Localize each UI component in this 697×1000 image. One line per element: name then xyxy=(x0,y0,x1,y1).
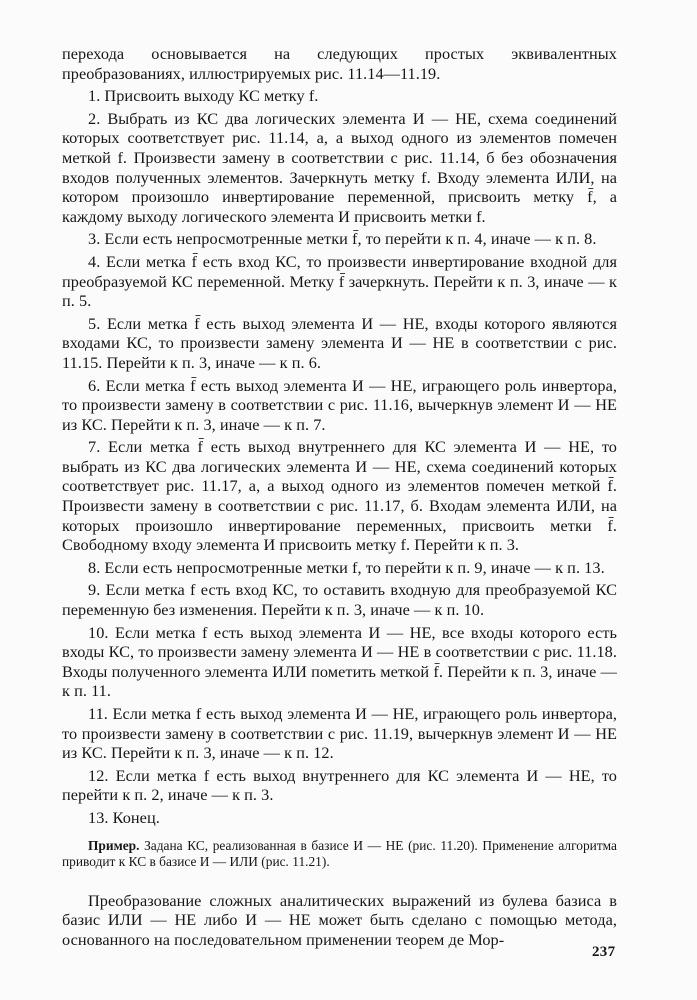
algorithm-step-5: 5. Если метка f̄ есть выход элемента И — НЕ, входы которого являются входами КС, то произвести замену элемента И — НЕ в соответствии с рис. 11.15. Перейти к п. 3, иначе — к п. 6. xyxy=(62,313,617,372)
algorithm-step-7: 7. Если метка f̄ есть выход внутреннего для КС элемента И — НЕ, то выбрать из КС два логических элемента И — НЕ, схема соединений которых соответствует рис. 11.17, а, а выход одного из элементов помечен меткой f̄. Произвести замену в соответствии с рис. 11.17, б. Входам элемента ИЛИ, на которых произошло инвертирование переменных, присвоить метки f̄. Свободному входу элемента И присвоить метку f. Перейти к п. 3. xyxy=(62,437,617,555)
algorithm-step-2: 2. Выбрать из КС два логических элемента И — НЕ, схема соединений которых соответствует рис. 11.14, а, а выход одного из элементов помечен меткой f. Произвести замену в соответствии с рис. 11.14, б без обозначения входов полученных элементов. Зачеркнуть метку f. Входу элемента ИЛИ, на котором произошло инвертирование переменной, присвоить метку f̄, а каждому выходу логического элемента И присвоить метки f. xyxy=(62,108,617,226)
page-number: 237 xyxy=(592,944,616,960)
algorithm-step-6: 6. Если метка f̄ есть выход элемента И — НЕ, играющего роль инвертора, то произвести замену в соответствии с рис. 11.16, вычеркнув элемент И — НЕ из КС. Перейти к п. 3, иначе — к п. 7. xyxy=(62,375,617,434)
algorithm-step-3: 3. Если есть непросмотренные метки f̄, то перейти к п. 4, иначе — к п. 8. xyxy=(88,229,597,249)
example-text: Задана КС, реализованная в базисе И — НЕ (рис. 11.20). Применение алгоритма приводит к КС в базисе И — ИЛИ (рис. 11.21). xyxy=(62,837,617,870)
algorithm-step-4: 4. Если метка f̄ есть вход КС, то произвести инвертирование входной для преобразуемой КС переменной. Метку f̄ зачеркнуть. Перейти к п. 3, иначе — к п. 5. xyxy=(62,251,617,311)
intro-paragraph: перехода основывается на следующих простых эквивалентных преобразованиях, иллюстрируемых рис. 11.14—11.19. xyxy=(62,44,617,83)
text-column xyxy=(62,44,617,949)
algorithm-step-11: 11. Если метка f есть выход элемента И — НЕ, играющего роль инвертора, то произвести замену в соответствии с рис. 11.19, вычеркнув элемент И — НЕ из КС. Перейти к п. 3, иначе — к п. 12. xyxy=(62,704,617,763)
example-note xyxy=(62,838,617,871)
algorithm-step-1: 1. Присвоить выходу КС метку f. xyxy=(88,86,319,106)
example-lead: Пример. xyxy=(88,837,140,853)
closing-paragraph: Преобразование сложных аналитических выражений из булева базиса в базис ИЛИ — НЕ либо И — НЕ может быть сделано с помощью метода, основанного на последовательном применении теорем де Мор- xyxy=(62,890,617,949)
algorithm-step-8: 8. Если есть непросмотренные метки f, то перейти к п. 9, иначе — к п. 13. xyxy=(88,557,605,577)
algorithm-step-9: 9. Если метка f есть вход КС, то оставить входную для преобразуемой КС переменную без изменения. Перейти к п. 3, иначе — к п. 10. xyxy=(62,580,617,620)
algorithm-step-13: 13. Конец. xyxy=(88,807,160,827)
algorithm-step-12: 12. Если метка f есть выход внутреннего для КС элемента И — НЕ, то перейти к п. 2, иначе — к п. 3. xyxy=(62,765,617,805)
algorithm-step-10: 10. Если метка f есть выход элемента И — НЕ, все входы которого есть входы КС, то произвести замену элемента И — НЕ в соответствии с рис. 11.18. Входы полученного элемента ИЛИ пометить меткой f̄. Перейти к п. 3, иначе — к п. 11. xyxy=(62,622,617,701)
